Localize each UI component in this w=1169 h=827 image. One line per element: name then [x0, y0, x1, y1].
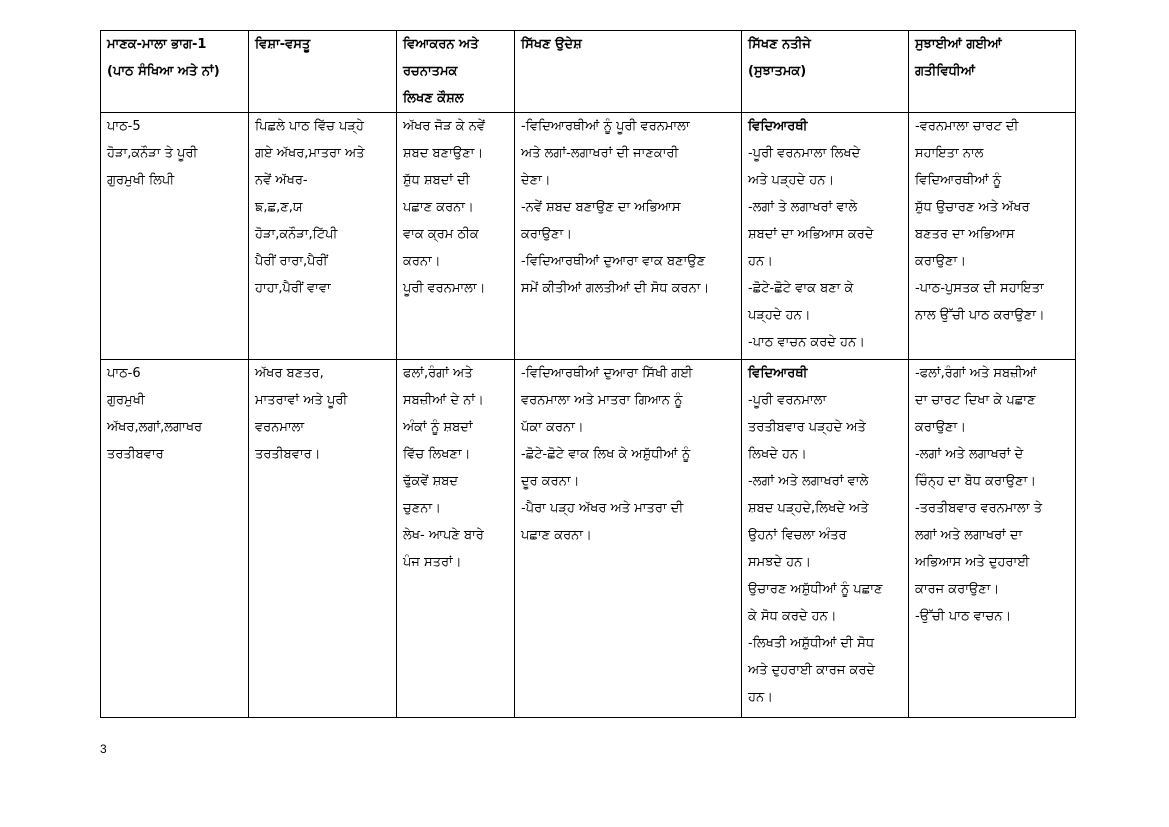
cell-text-line: ਸ਼ਬਦ ਬਣਾਉਣਾ।: [403, 146, 484, 161]
cell-text-line: ਰਚਨਾਤਮਕ: [403, 64, 458, 79]
cell-text-line: ਦੂਰ ਕਰਨਾ।: [521, 474, 580, 489]
cell-text-line: ਸੁਝਾਈਆਂ ਗਈਆਂ: [915, 37, 1002, 52]
outcomes-cell: [742, 113, 909, 360]
header-objectives: [515, 31, 742, 113]
cell-text-line: ਲਿਖਦੇ ਹਨ।: [748, 447, 807, 462]
cell-text-line: ਹੋੜਾ,ਕਨੌੜਾ ਤੇ ਪੂਰੀ: [107, 146, 198, 161]
cell-text-line: ਉਹਨਾਂ ਵਿਚਲਾ ਅੰਤਰ: [748, 528, 847, 543]
cell-text-line: -ਛੋਟੇ-ਛੋਟੇ ਵਾਕ ਬਣਾ ਕੇ: [748, 281, 854, 296]
cell-text-line: ਹਨ।: [748, 690, 773, 705]
cell-text-line: ਪਛਾਣ ਕਰਨਾ।: [403, 200, 474, 215]
cell-text-line: ਵਿਦਿਆਰਥੀ: [748, 366, 808, 381]
cell-text-line: ਕਰਾਉਣਾ।: [521, 227, 572, 242]
cell-text-line: ਪੂਰੀ ਵਰਨਮਾਲਾ।: [403, 281, 486, 296]
cell-text-line: -ਵਿਦਿਆਰਥੀਆਂ ਨੂੰ ਪੂਰੀ ਵਰਨਮਾਲਾ: [521, 119, 690, 134]
cell-text-line: ਗੁਰਮੁਖੀ ਲਿਪੀ: [107, 173, 175, 188]
cell-text-line: ਤਰਤੀਬਵਾਰ ਪੜ੍ਹਦੇ ਅਤੇ: [748, 420, 866, 435]
cell-text-line: ਹਾਹਾ,ਪੈਰੀਂ ਵਾਵਾ: [255, 281, 331, 296]
cell-text-line: ਨਵੇਂ ਅੱਖਰ-: [255, 173, 308, 188]
cell-text-line: ਸਹਾਇਤਾ ਨਾਲ: [915, 146, 984, 161]
cell-text-line: ਸ਼ੁੱਧ ਸ਼ਬਦਾਂ ਦੀ: [403, 173, 470, 188]
cell-text-line: ਵਰਨਮਾਲਾ ਅਤੇ ਮਾਤਰਾ ਗਿਆਨ ਨੂੰ: [521, 393, 683, 408]
cell-text-line: ਢੁੱਕਵੇਂ ਸ਼ਬਦ: [403, 474, 459, 489]
cell-text-line: -ਪਾਠ ਵਾਚਨ ਕਰਦੇ ਹਨ।: [748, 335, 865, 350]
header-content: [249, 31, 397, 113]
lesson-cell: [101, 113, 249, 360]
cell-text-line: ਦੇਣਾ।: [521, 173, 551, 188]
cell-text-line: -ਤਰਤੀਬਵਾਰ ਵਰਨਮਾਲਾ ਤੇ: [915, 501, 1043, 516]
cell-text-line: ਪਾਠ-6: [107, 366, 141, 381]
cell-text-line: ਤਰਤੀਬਵਾਰ।: [255, 447, 321, 462]
cell-text-line: ਪੱਕਾ ਕਰਨਾ।: [521, 420, 584, 435]
cell-text-line: ਚਿੰਨ੍ਹ ਦਾ ਬੋਧ ਕਰਾਉਣਾ।: [915, 474, 1037, 489]
cell-text-line: ਲਗਾਂ ਅਤੇ ਲਗਾਖਰਾਂ ਦਾ: [915, 528, 1023, 543]
cell-text-line: ਅੰਕਾਂ ਨੂੰ ਸ਼ਬਦਾਂ: [403, 420, 473, 435]
cell-text-line: ਲੇਖ- ਆਪਣੇ ਬਾਰੇ: [403, 528, 484, 543]
cell-text-line: ਸਿੱਖਣ ਉਦੇਸ਼: [521, 37, 582, 52]
cell-text-line: ਮਾਣਕ-ਮਾਲਾ ਭਾਗ-1: [107, 37, 207, 52]
cell-text-line: ਸਿੱਖਣ ਨਤੀਜੇ: [748, 37, 811, 52]
cell-text-line: -ਛੋਟੇ-ਛੋਟੇ ਵਾਕ ਲਿਖ ਕੇ ਅਸ਼ੁੱਧੀਆਂ ਨੂੰ: [521, 447, 691, 462]
cell-text-line: -ਪੂਰੀ ਵਰਨਮਾਲਾ: [748, 393, 827, 408]
cell-text-line: ਕਾਰਜ ਕਰਾਉਣਾ।: [915, 582, 1000, 597]
cell-text-line: ਵਿਆਕਰਨ ਅਤੇ: [403, 37, 479, 52]
cell-text-line: ਚੁਣਨਾ।: [403, 501, 441, 516]
activities-cell: [909, 113, 1076, 360]
outcomes-cell: [742, 360, 909, 718]
cell-text-line: ਸ਼ਬਦਾਂ ਦਾ ਅਭਿਆਸ ਕਰਦੇ: [748, 227, 874, 242]
header-row: [101, 31, 1076, 113]
cell-text-line: ਵਿਸ਼ਾ-ਵਸਤੂ: [255, 37, 311, 52]
header-grammar: [397, 31, 515, 113]
cell-text-line: ਲਿਖਣ ਕੌਸ਼ਲ: [403, 91, 464, 106]
cell-text-line: ਅੱਖਰ,ਲਗਾਂ,ਲਗਾਖਰ: [107, 420, 203, 435]
cell-text-line: ਵਾਕ ਕ੍ਰਮ ਠੀਕ: [403, 227, 479, 242]
page-number: 3: [100, 742, 107, 756]
header-activities: [909, 31, 1076, 113]
cell-text-line: -ਲਗਾਂ ਅਤੇ ਲਗਾਖਰਾਂ ਵਾਲੇ: [748, 474, 869, 489]
content-cell: [249, 360, 397, 718]
cell-text-line: ਅਤੇ ਪੜ੍ਹਦੇ ਹਨ।: [748, 173, 835, 188]
cell-text-line: ਕਰਨਾ।: [403, 254, 441, 269]
table-row: [101, 360, 1076, 718]
cell-text-line: (ਸੁਝਾਤਮਕ): [748, 64, 807, 79]
cell-text-line: ਸ਼ਬਦ ਪੜ੍ਹਦੇ,ਲਿਖਦੇ ਅਤੇ: [748, 501, 869, 516]
cell-text-line: -ਲਗਾਂ ਤੇ ਲਗਾਖਰਾਂ ਵਾਲੇ: [748, 200, 858, 215]
header-outcomes: [742, 31, 909, 113]
cell-text-line: ਵਿਦਿਆਰਥੀਆਂ ਨੂੰ: [915, 173, 1002, 188]
table-row: [101, 113, 1076, 360]
cell-text-line: ਤਰਤੀਬਵਾਰ: [107, 447, 164, 462]
cell-text-line: ਅਤੇ ਲਗਾਂ-ਲਗਾਖਰਾਂ ਦੀ ਜਾਣਕਾਰੀ: [521, 146, 679, 161]
cell-text-line: ਵਰਨਮਾਲਾ: [255, 420, 305, 435]
cell-text-line: ਅੱਖਰ ਬਣਤਰ,: [255, 366, 324, 381]
cell-text-line: -ਪਾਠ-ਪੁਸਤਕ ਦੀ ਸਹਾਇਤਾ: [915, 281, 1044, 296]
cell-text-line: ਹੋੜਾ,ਕਨੌੜਾ,ਟਿੱਪੀ: [255, 227, 338, 242]
cell-text-line: ਪੰਜ ਸਤਰਾਂ।: [403, 555, 462, 570]
cell-text-line: ਸ਼ੁੱਧ ਉਚਾਰਣ ਅਤੇ ਅੱਖਰ: [915, 200, 1030, 215]
grammar-cell: [397, 360, 515, 718]
grammar-cell: [397, 113, 515, 360]
cell-text-line: ਕੇ ਸੋਧ ਕਰਦੇ ਹਨ।: [748, 609, 837, 624]
cell-text-line: -ਫਲਾਂ,ਰੰਗਾਂ ਅਤੇ ਸਬਜ਼ੀਆਂ: [915, 366, 1037, 381]
cell-text-line: ਗਤੀਵਿਧੀਆਂ: [915, 64, 975, 79]
cell-text-line: ਸਮਝਦੇ ਹਨ।: [748, 555, 811, 570]
cell-text-line: ਪੜ੍ਹਦੇ ਹਨ।: [748, 308, 811, 323]
cell-text-line: ਉਚਾਰਣ ਅਸ਼ੁੱਧੀਆਂ ਨੂੰ ਪਛਾਣ: [748, 582, 883, 597]
cell-text-line: -ਵਿਦਿਆਰਥੀਆਂ ਦੁਆਰਾ ਸਿੱਖੀ ਗਈ: [521, 366, 693, 381]
activities-cell: [909, 360, 1076, 718]
objectives-cell: [515, 113, 742, 360]
cell-text-line: ਕਰਾਉਣਾ।: [915, 420, 966, 435]
lesson-cell: [101, 360, 249, 718]
content-cell: [249, 113, 397, 360]
objectives-cell: [515, 360, 742, 718]
cell-text-line: -ਲਿਖਤੀ ਅਸ਼ੁੱਧੀਆਂ ਦੀ ਸੋਧ: [748, 636, 875, 651]
cell-text-line: -ਲਗਾਂ ਅਤੇ ਲਗਾਖਰਾਂ ਦੇ: [915, 447, 1024, 462]
cell-text-line: ਅਤੇ ਦੁਹਰਾਈ ਕਾਰਜ ਕਰਦੇ: [748, 663, 875, 678]
cell-text-line: -ਵਿਦਿਆਰਥੀਆਂ ਦੁਆਰਾ ਵਾਕ ਬਣਾਉਣ: [521, 254, 706, 269]
cell-text-line: -ਪੂਰੀ ਵਰਨਮਾਲਾ ਲਿਖਦੇ: [748, 146, 861, 161]
header-lesson: [101, 31, 249, 113]
cell-text-line: ਮਾਤਰਾਵਾਂ ਅਤੇ ਪੂਰੀ: [255, 393, 348, 408]
cell-text-line: ਸਮੇਂ ਕੀਤੀਆਂ ਗਲਤੀਆਂ ਦੀ ਸੋਧ ਕਰਨਾ।: [521, 281, 710, 296]
cell-text-line: ਙ,ਛ,ਣ,ਯ: [255, 200, 303, 215]
cell-text-line: ਪਛਾਣ ਕਰਨਾ।: [521, 528, 592, 543]
cell-text-line: ਗੁਰਮੁਖੀ: [107, 393, 145, 408]
lesson-plan-table: [100, 30, 1076, 718]
cell-text-line: -ਨਵੇਂ ਸ਼ਬਦ ਬਣਾਉਣ ਦਾ ਅਭਿਆਸ: [521, 200, 681, 215]
cell-text-line: ਵਿਦਿਆਰਥੀ: [748, 119, 808, 134]
cell-text-line: ਕਰਾਉਣਾ।: [915, 254, 966, 269]
cell-text-line: ਬਣਤਰ ਦਾ ਅਭਿਆਸ: [915, 227, 1015, 242]
cell-text-line: ਵਿੱਚ ਲਿਖਣਾ।: [403, 447, 471, 462]
cell-text-line: -ਵਰਨਮਾਲਾ ਚਾਰਟ ਦੀ: [915, 119, 1019, 134]
cell-text-line: ਹਨ।: [748, 254, 773, 269]
cell-text-line: ਫਲਾਂ,ਰੰਗਾਂ ਅਤੇ: [403, 366, 473, 381]
cell-text-line: ਪੈਰੀਂ ਰਾਰਾ,ਪੈਰੀਂ: [255, 254, 328, 269]
cell-text-line: ਗਏ ਅੱਖਰ,ਮਾਤਰਾ ਅਤੇ: [255, 146, 365, 161]
cell-text-line: ਨਾਲ ਉੱਚੀ ਪਾਠ ਕਰਾਉਣਾ।: [915, 308, 1045, 323]
cell-text-line: -ਉੱਚੀ ਪਾਠ ਵਾਚਨ।: [915, 609, 1012, 624]
cell-text-line: ਅੱਖਰ ਜੋੜ ਕੇ ਨਵੇਂ: [403, 119, 485, 134]
cell-text-line: ਪਾਠ-5: [107, 119, 141, 134]
cell-text-line: ਦਾ ਚਾਰਟ ਦਿਖਾ ਕੇ ਪਛਾਣ: [915, 393, 1036, 408]
cell-text-line: -ਪੈਰਾ ਪੜ੍ਹ ਅੱਖਰ ਅਤੇ ਮਾਤਰਾ ਦੀ: [521, 501, 684, 516]
cell-text-line: ਪਿਛਲੇ ਪਾਠ ਵਿੱਚ ਪੜ੍ਹੇ: [255, 119, 364, 134]
cell-text-line: (ਪਾਠ ਸੰਖਿਆ ਅਤੇ ਨਾਂ): [107, 64, 220, 79]
cell-text-line: ਸਬਜ਼ੀਆਂ ਦੇ ਨਾਂ।: [403, 393, 484, 408]
cell-text-line: ਅਭਿਆਸ ਅਤੇ ਦੁਹਰਾਈ: [915, 555, 1030, 570]
